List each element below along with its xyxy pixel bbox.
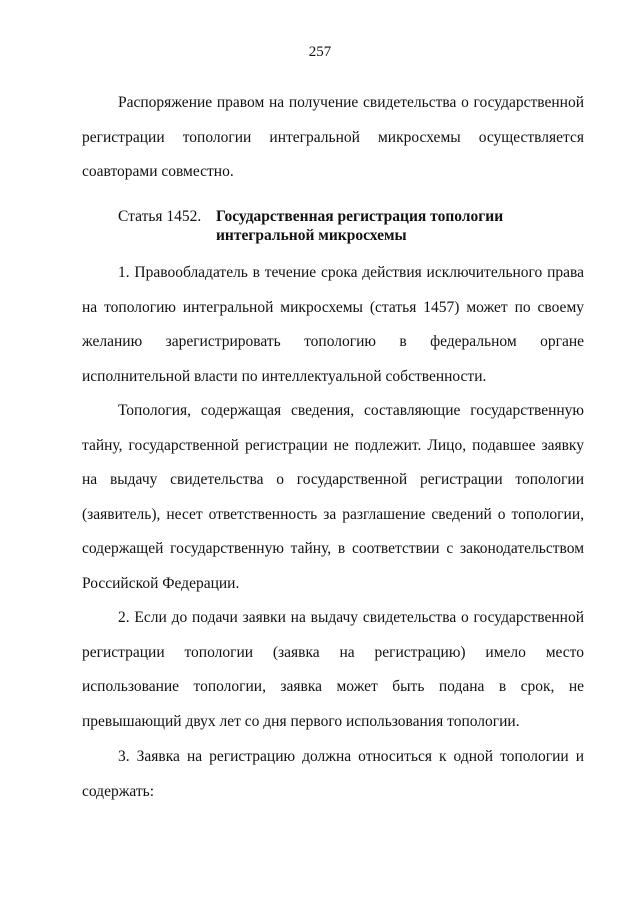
paragraph-clause-3: 3. Заявка на регистрацию должна относиться к одной топологии и содержать: (82, 748, 584, 800)
paragraph-clause-1: 1. Правообладатель в течение срока действия исключительного права на топологию интегральной микросхемы (статья 1457) может по своему желанию зарегистрировать топологию в федеральном органе исполнительной власти по интеллектуальной собственности. (82, 264, 584, 385)
article-number: Статья 1452. (118, 208, 202, 225)
article-title: Государственная регистрация топологии интегральной микросхемы (216, 208, 504, 244)
paragraph-clause-2: 2. Если до подачи заявки на выдачу свидетельства о государственной регистрации топологии (заявка на регистрацию) имело место использование топологии, заявка может быть подана в срок, не превышающий двух лет со дня первого использования топологии. (82, 609, 584, 730)
page-number: 257 (308, 44, 332, 60)
paragraph-disposition-right: Распоряжение правом на получение свидетельства о государственной регистрации топологии интегральной микросхемы осуществляется соавторами совместно. (82, 94, 584, 180)
paragraph-state-secret: Топология, содержащая сведения, составляющие государственную тайну, государственной регистрации не подлежит. Лицо, подавшее заявку на выдачу свидетельства о государственной регистрации топологии (заявитель), несет ответственность за разглашение сведений о топологии, содержащей государственную тайну, в соответствии с законодательством Российской Федерации. (82, 402, 584, 592)
